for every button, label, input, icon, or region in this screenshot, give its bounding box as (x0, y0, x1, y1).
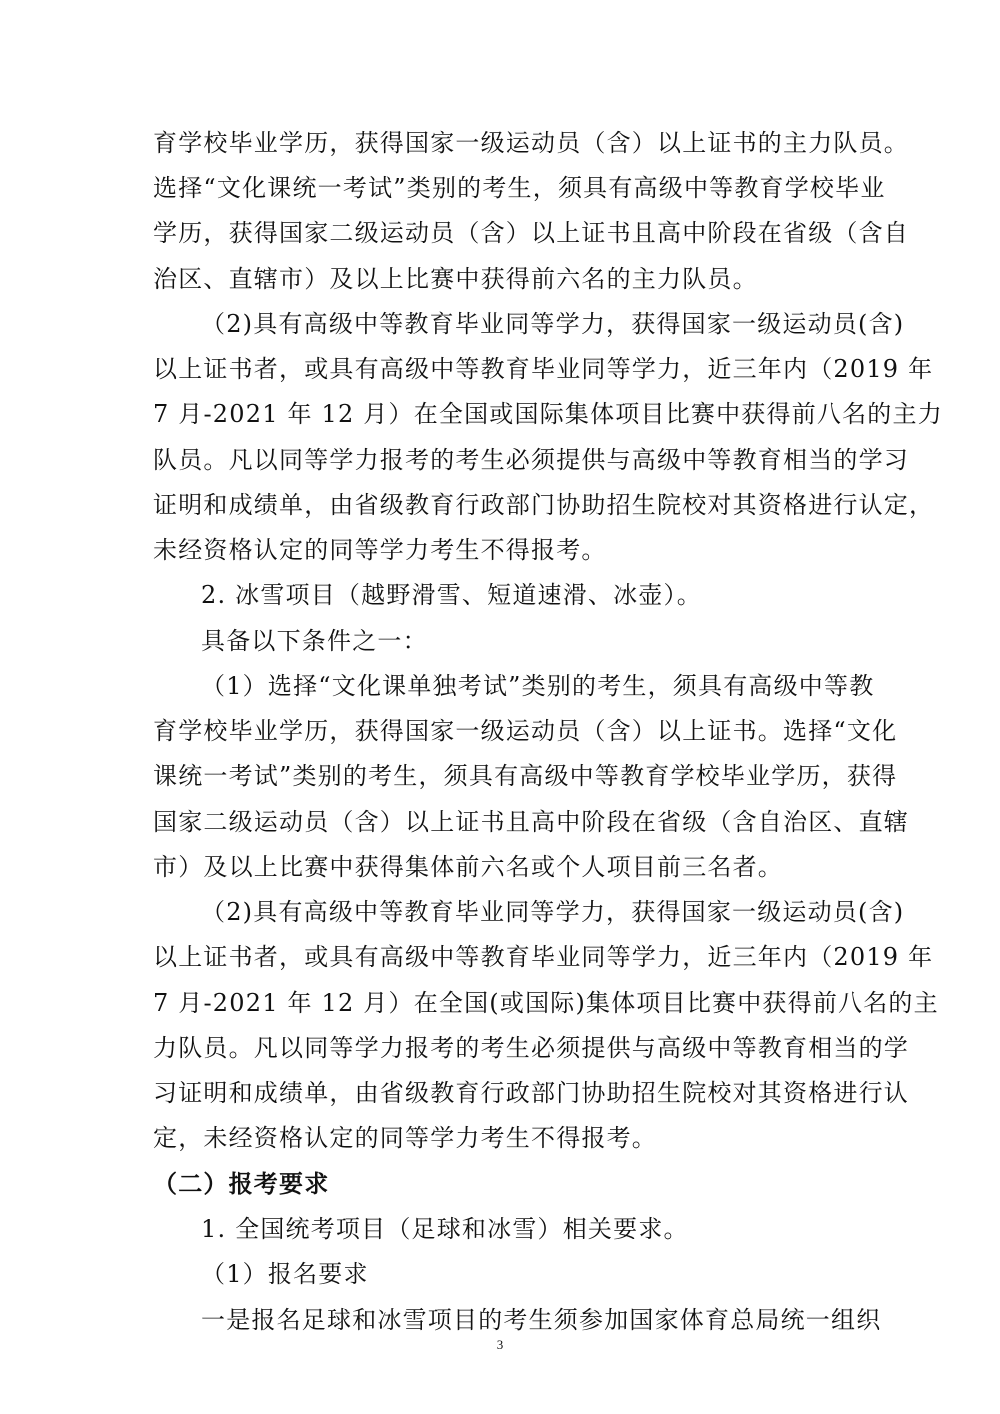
paragraph-line: （1）选择“文化课单独考试”类别的考生，须具有高级中等教 (201, 672, 875, 700)
paragraph-line: 7 月-2021 年 12 月）在全国或国际集体项目比赛中获得前八名的主力 (153, 400, 943, 428)
paragraph-line: 以上证书者，或具有高级中等教育毕业同等学力，近三年内（2019 年 (153, 943, 934, 971)
paragraph-line: 力队员。凡以同等学力报考的考生必须提供与高级中等教育相当的学 (153, 1034, 909, 1062)
paragraph-line: 一是报名足球和冰雪项目的考生须参加国家体育总局统一组织 (201, 1306, 882, 1334)
paragraph-line: 育学校毕业学历，获得国家一级运动员（含）以上证书。选择“文化 (153, 717, 898, 745)
paragraph-line: 市）及以上比赛中获得集体前六名或个人项目前三名者。 (153, 853, 783, 881)
paragraph-line: 治区、直辖市）及以上比赛中获得前六名的主力队员。 (153, 265, 758, 293)
paragraph-line: 队员。凡以同等学力报考的考生必须提供与高级中等教育相当的学习 (153, 446, 909, 474)
paragraph-line: 选择“文化课统一考试”类别的考生，须具有高级中等教育学校毕业 (153, 174, 886, 202)
paragraph-line: 未经资格认定的同等学力考生不得报考。 (153, 536, 607, 564)
section-heading: （二）报考要求 (153, 1169, 330, 1198)
paragraph-line: 2. 冰雪项目（越野滑雪、短道速滑、冰壶）。 (201, 581, 702, 609)
paragraph-line: 以上证书者，或具有高级中等教育毕业同等学力，近三年内（2019 年 (153, 355, 934, 383)
paragraph-line: 证明和成绩单，由省级教育行政部门协助招生院校对其资格进行认定， (153, 491, 935, 519)
paragraph-line: 定，未经资格认定的同等学力考生不得报考。 (153, 1124, 657, 1152)
paragraph-line: 国家二级运动员（含）以上证书且高中阶段在省级（含自治区、直辖 (153, 808, 909, 836)
paragraph-line: 1. 全国统考项目（足球和冰雪）相关要求。 (201, 1215, 689, 1243)
paragraph-line: 习证明和成绩单，由省级教育行政部门协助招生院校对其资格进行认 (153, 1079, 909, 1107)
paragraph-line: （1）报名要求 (201, 1260, 369, 1288)
paragraph-line: 学历，获得国家二级运动员（含）以上证书且高中阶段在省级（含自 (153, 219, 909, 247)
paragraph-line: （2)具有高级中等教育毕业同等学力，获得国家一级运动员(含) (201, 310, 905, 338)
paragraph-line: 课统一考试”类别的考生，须具有高级中等教育学校毕业学历，获得 (153, 762, 898, 790)
paragraph-line: 7 月-2021 年 12 月）在全国(或国际)集体项目比赛中获得前八名的主 (153, 989, 939, 1017)
paragraph-line: （2)具有高级中等教育毕业同等学力，获得国家一级运动员(含) (201, 898, 905, 926)
paragraph-line: 育学校毕业学历，获得国家一级运动员（含）以上证书的主力队员。 (153, 129, 909, 157)
paragraph-line: 具备以下条件之一： (201, 627, 428, 655)
page-number: 3 (496, 1337, 504, 1352)
